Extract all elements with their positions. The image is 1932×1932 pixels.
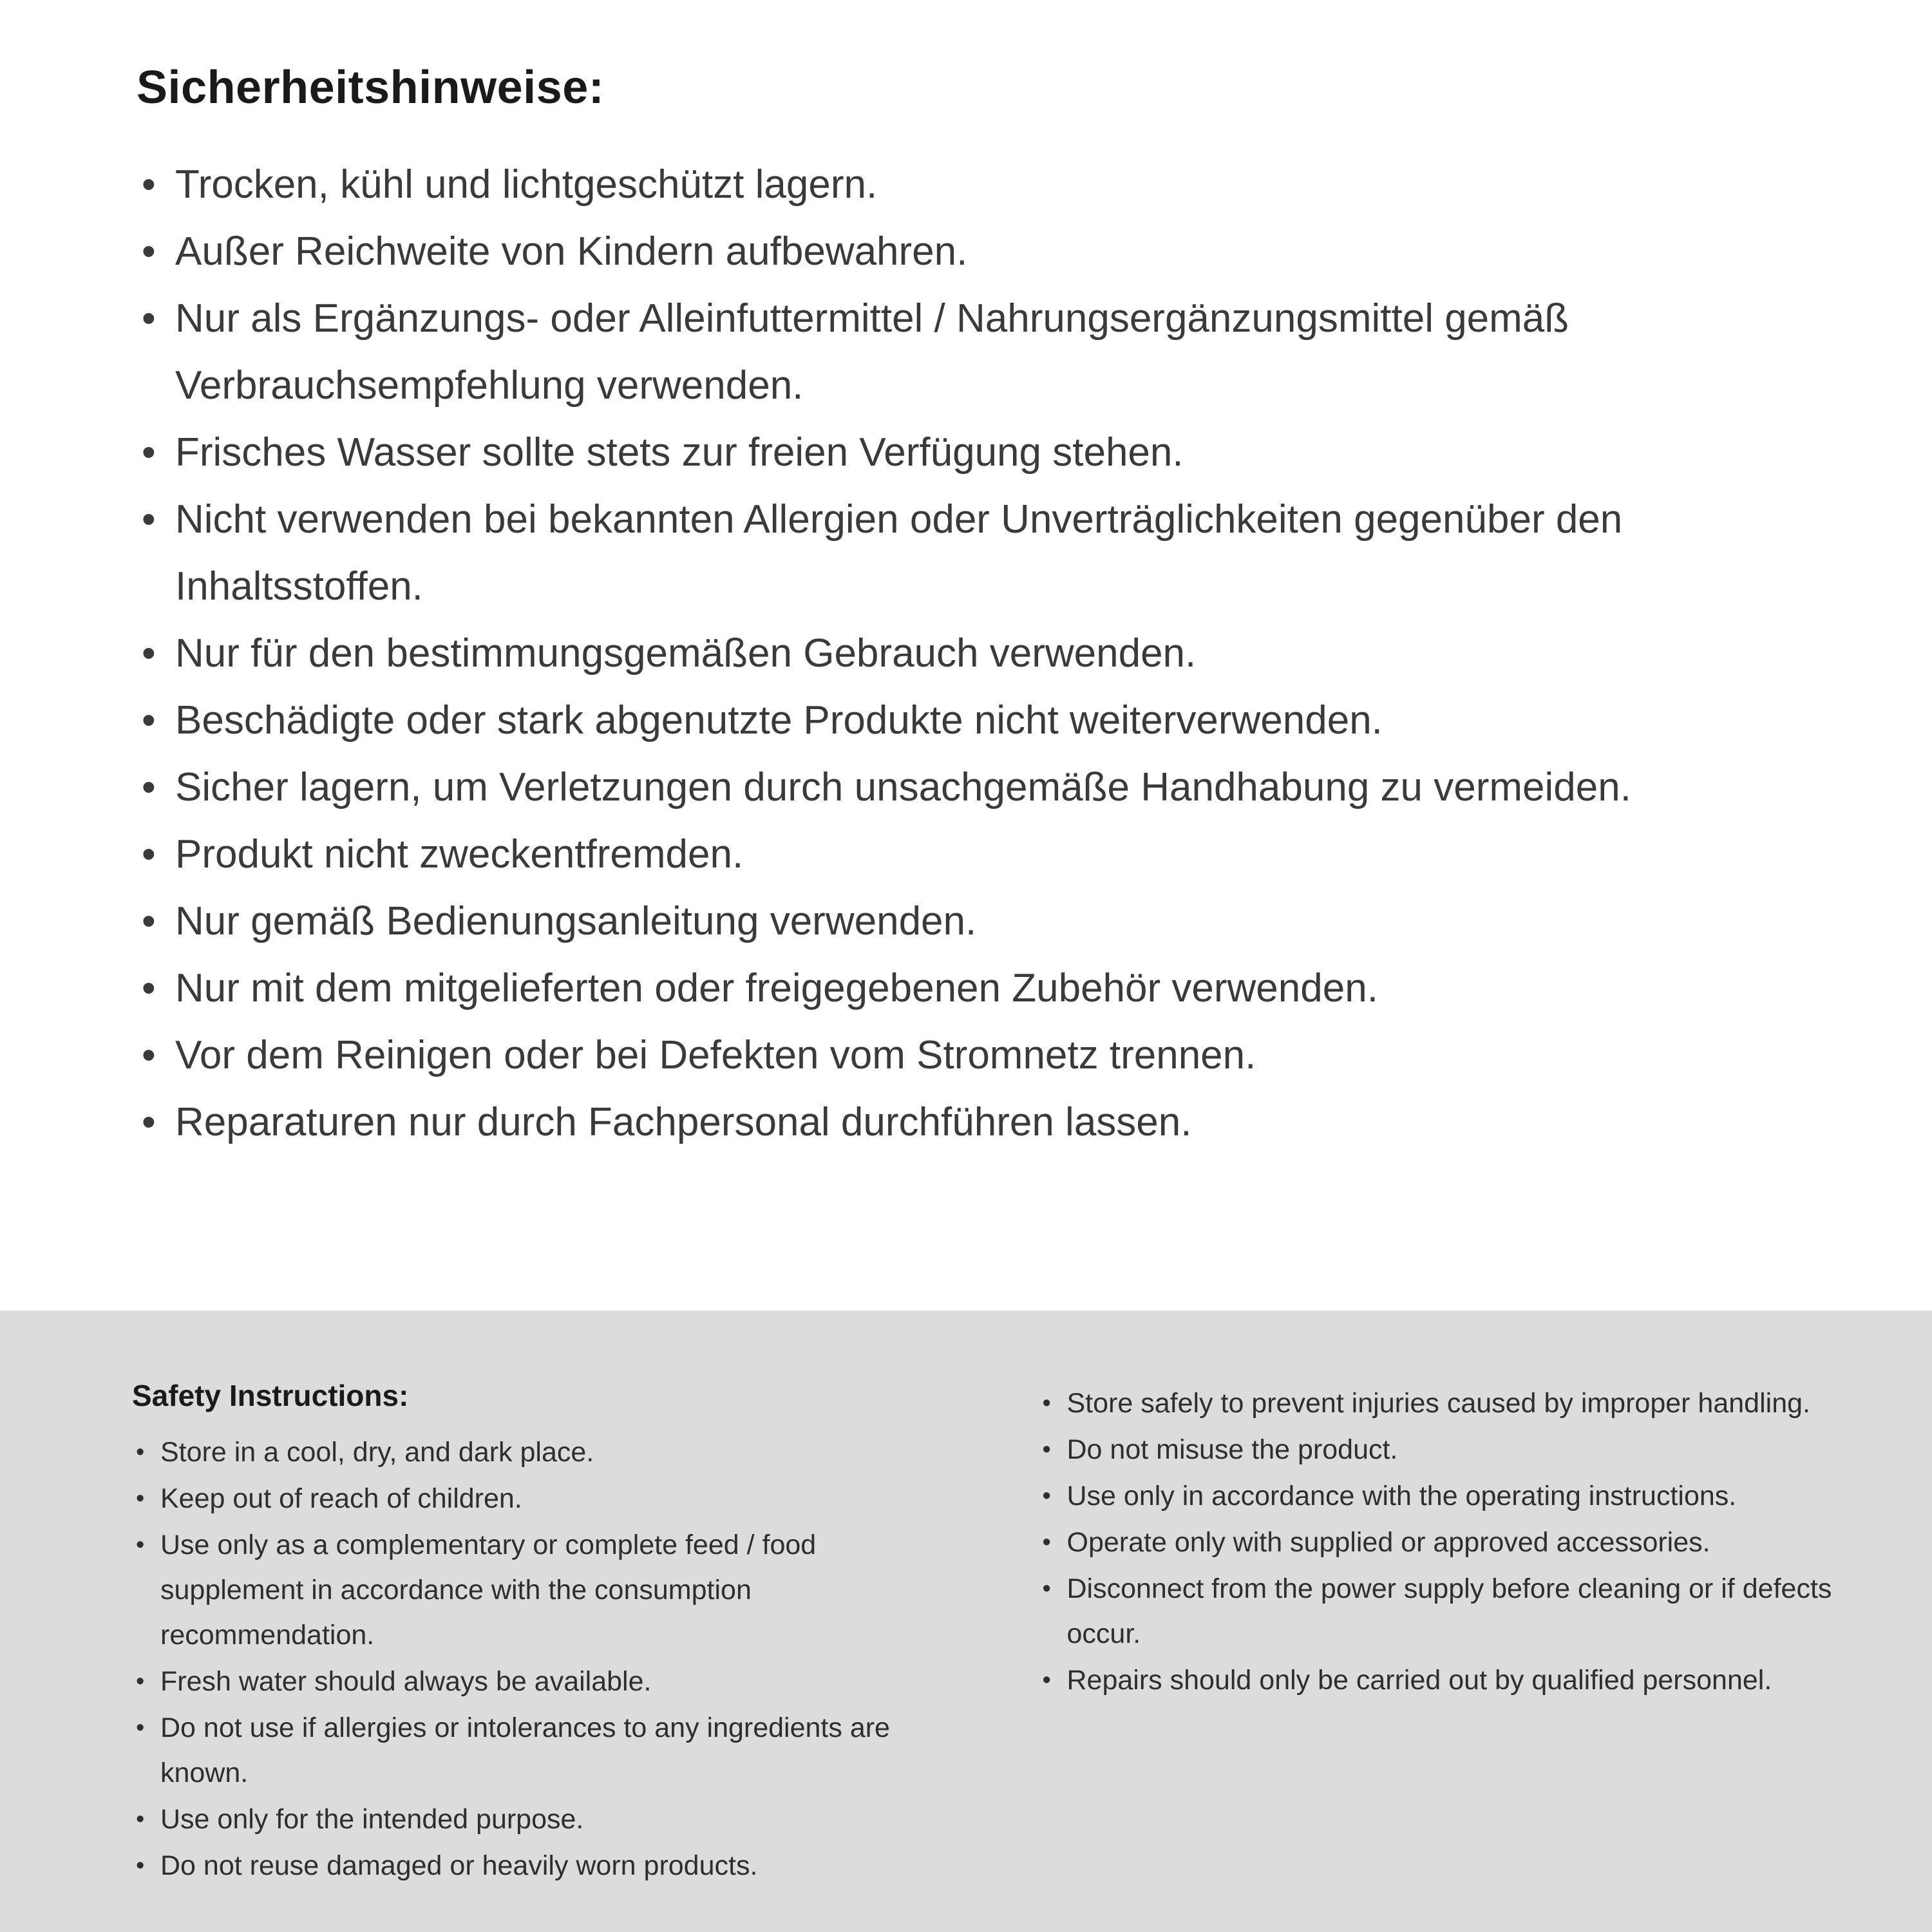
list-item: • Do not misuse the product. — [1039, 1427, 1855, 1472]
german-section-title: Sicherheitshinweise: — [137, 62, 605, 113]
list-item: • Trocken, kühl und lichtgeschützt lagern. — [137, 151, 1835, 218]
list-item: • Store safely to prevent injuries caused by improper handling. — [1039, 1381, 1855, 1426]
list-item: • Außer Reichweite von Kindern aufbewahren. — [137, 218, 1835, 285]
list-item: • Do not use if allergies or intolerances to any ingredients are known. — [132, 1705, 949, 1795]
english-section-title: Safety Instructions: — [132, 1379, 409, 1412]
german-safety-list — [137, 151, 1835, 1156]
list-item: • Store in a cool, dry, and dark place. — [132, 1430, 949, 1475]
list-item: • Use only in accordance with the operating instructions. — [1039, 1473, 1855, 1519]
list-item: • Operate only with supplied or approved accessories. — [1039, 1520, 1855, 1565]
list-item: • Nur als Ergänzungs- oder Alleinfuttermittel / Nahrungsergänzungsmittel gemäß Verbrauchsempfehlung verwenden. — [137, 285, 1835, 419]
list-item: • Vor dem Reinigen oder bei Defekten vom Stromnetz trennen. — [137, 1022, 1835, 1089]
list-item: • Do not reuse damaged or heavily worn products. — [132, 1843, 949, 1888]
list-item: • Use only for the intended purpose. — [132, 1797, 949, 1842]
list-item: • Use only as a complementary or complete feed / food supplement in accordance with the consumption recommendation. — [132, 1522, 949, 1658]
list-item: • Nicht verwenden bei bekannten Allergien oder Unverträglichkeiten gegenüber den Inhaltsstoffen. — [137, 486, 1835, 620]
english-right-column — [1039, 1378, 1855, 1932]
list-item: • Fresh water should always be available. — [132, 1659, 949, 1704]
english-left-column — [132, 1378, 949, 1932]
list-item: • Produkt nicht zweckentfremden. — [137, 821, 1835, 888]
english-safety-list-left — [132, 1430, 949, 1888]
list-item: • Nur gemäß Bedienungsanleitung verwenden. — [137, 888, 1835, 955]
english-safety-list-right — [1039, 1381, 1855, 1703]
list-item: • Keep out of reach of children. — [132, 1476, 949, 1521]
list-item: • Beschädigte oder stark abgenutzte Produkte nicht weiterverwenden. — [137, 687, 1835, 754]
list-item: • Disconnect from the power supply before cleaning or if defects occur. — [1039, 1566, 1855, 1656]
list-item: • Sicher lagern, um Verletzungen durch unsachgemäße Handhabung zu vermeiden. — [137, 754, 1835, 821]
list-item: • Repairs should only be carried out by qualified personnel. — [1039, 1658, 1855, 1703]
list-item: • Frisches Wasser sollte stets zur freien Verfügung stehen. — [137, 419, 1835, 486]
list-item: • Nur mit dem mitgelieferten oder freigegebenen Zubehör verwenden. — [137, 955, 1835, 1022]
english-safety-section — [0, 1311, 1932, 1932]
list-item: • Reparaturen nur durch Fachpersonal durchführen lassen. — [137, 1089, 1835, 1156]
list-item: • Nur für den bestimmungsgemäßen Gebrauch verwenden. — [137, 620, 1835, 687]
